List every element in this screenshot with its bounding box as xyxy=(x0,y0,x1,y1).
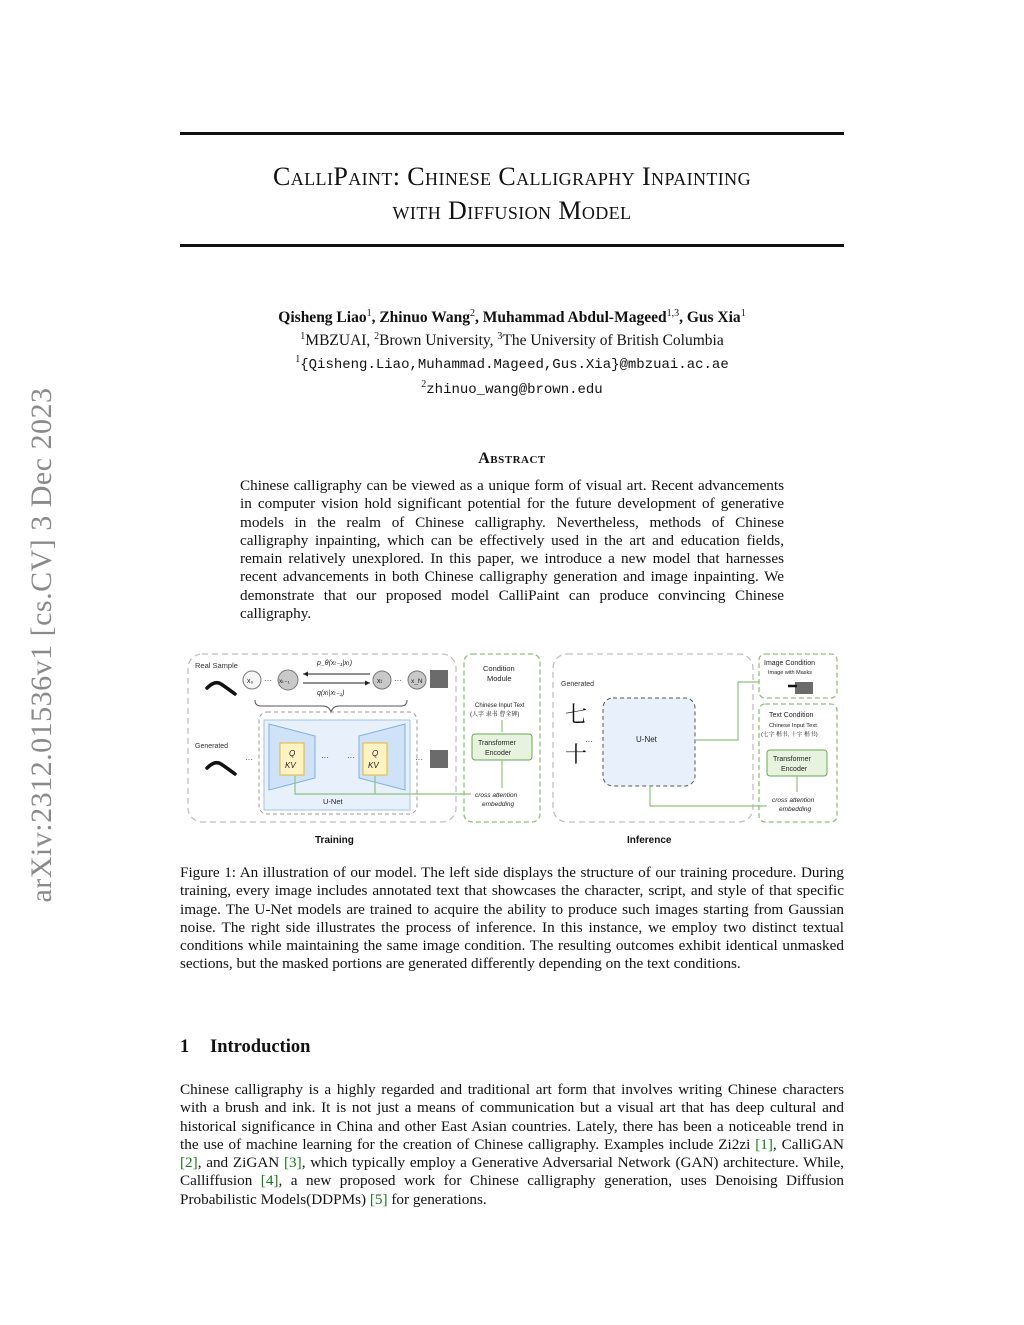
image-condition-label: Image Condition xyxy=(764,660,815,667)
brace xyxy=(255,700,407,712)
generated-char-2: 十 xyxy=(565,742,588,767)
image-with-masks-label: Image with Masks xyxy=(768,670,813,676)
condition-module-label-2: Module xyxy=(487,674,512,683)
text-condition-arrow xyxy=(650,786,767,806)
chinese-input-text-label: Chinese Input Text xyxy=(475,703,525,709)
xt-label: xₜ xyxy=(377,678,383,685)
transformer-label-2: Encoder xyxy=(485,750,512,757)
text-condition-example: (七字 楷书, 十字 楷书) xyxy=(761,732,818,738)
ellipsis: ··· xyxy=(347,753,355,762)
kv-text: KV xyxy=(285,761,296,770)
real-sample-stroke xyxy=(207,683,235,694)
author-name: Muhammad Abdul-Mageed xyxy=(482,309,667,327)
author-name: Qisheng Liao xyxy=(278,309,367,327)
title-bottom-rule xyxy=(180,244,844,247)
affiliation: The University of British Columbia xyxy=(502,332,724,350)
affiliation-sup: 3 xyxy=(497,331,503,343)
inference-label: Inference xyxy=(627,835,672,846)
q-kv-box-right xyxy=(363,743,387,775)
generated-char-1: 七 xyxy=(565,702,588,727)
section-heading xyxy=(180,1037,310,1058)
unet-label: U-Net xyxy=(323,797,343,806)
q-label: q(xₜ|xₜ₋₁) xyxy=(317,690,345,697)
kv-text: KV xyxy=(368,761,379,770)
inference-embedding: embedding xyxy=(779,806,812,813)
text-condition-label: Text Condition xyxy=(769,712,814,719)
email-2[interactable]: zhinuo_wang@brown.edu xyxy=(426,382,603,399)
citation-link[interactable]: [2] xyxy=(180,1154,198,1172)
abstract-heading: Abstract xyxy=(478,450,546,467)
author-sup: 1 xyxy=(740,308,746,319)
intro-text: , which typically employ a Generative Adversarial Network (GAN) architecture. While, Calliffusion xyxy=(180,1154,844,1190)
ellipsis: ··· xyxy=(321,753,329,762)
citation-link[interactable]: [5] xyxy=(369,1190,388,1208)
transformer-label-1: Transformer xyxy=(773,756,811,763)
paper-title xyxy=(180,160,844,228)
email-1[interactable]: {Qisheng.Liao,Muhammad.Mageed,Gus.Xia}@mbzuai.ac.ae xyxy=(300,357,729,374)
inference-generated-label: Generated xyxy=(561,681,595,688)
title-line-2: with Diffusion Model xyxy=(392,196,632,225)
author-name: Gus Xia xyxy=(686,309,741,327)
affiliation-sup: 1 xyxy=(300,331,306,343)
figure-caption: Figure 1: An illustration of our model. The left side displays the structure of our training procedure. During training, every image includes annotated text that showcases the character, script, and style of that specific image. The U-Net models are trained to acquire the ability to produce such images starting from Gaussian noise. The right side illustrates the process of inference. In this instance, we employ two distinct textual conditions while maintaining the same image condition. The resulting outcomes exhibit identical unmasked sections, but the masked portions are generated differently depending on the text conditions. xyxy=(180,864,844,973)
noise-square xyxy=(430,670,448,688)
masked-image xyxy=(795,682,813,694)
noise-square xyxy=(430,750,448,768)
q-text: Q xyxy=(289,749,296,758)
email-line-1 xyxy=(180,350,844,375)
email-sup: 1 xyxy=(295,354,301,366)
transformer-label-2: Encoder xyxy=(781,766,808,773)
forward-arrowhead xyxy=(365,681,370,686)
intro-paragraph xyxy=(180,1081,844,1209)
cross-attention-label: cross attention xyxy=(475,792,518,799)
author-sup: 2 xyxy=(469,308,475,319)
p-label: p_θ(xₜ₋₁|xₜ) xyxy=(317,660,353,667)
image-condition-arrow xyxy=(695,682,759,740)
ellipsis: ··· xyxy=(415,755,423,764)
affiliation-sup: 2 xyxy=(374,331,380,343)
intro-text: , and ZiGAN xyxy=(197,1154,284,1172)
title-line-1: CalliPaint: Chinese Calligraphy Inpainting xyxy=(273,162,751,191)
citation-link[interactable]: [3] xyxy=(283,1154,302,1172)
email-line-2 xyxy=(180,375,844,400)
affiliation: Brown University, xyxy=(379,332,498,350)
affiliation: MBZUAI, xyxy=(305,332,375,350)
affiliations xyxy=(180,327,844,350)
intro-text: Chinese calligraphy is a highly regarded and traditional art form that involves writing Chinese characters with a brush and ink. It is not just a means of communication but a visual art that has deep cultural and historical significance in China and other East Asian countries. Lately, there has been a noticeable trend in the use of machine learning for the creation of Chinese calligraphy. Examples include Zi2zi xyxy=(180,1081,844,1153)
xt1-label: xₜ₋₁ xyxy=(279,678,290,685)
inference-cross-attention: cross attention xyxy=(772,797,815,804)
author-block xyxy=(180,304,844,401)
intro-text: , CalliGAN xyxy=(772,1135,845,1153)
reverse-arrowhead xyxy=(303,672,308,677)
text-condition-input-label: Chinese Input Text xyxy=(769,723,817,729)
section-number: 1 xyxy=(180,1037,190,1057)
x0-label: x₀ xyxy=(247,678,254,685)
q-text: Q xyxy=(372,749,379,758)
intro-text: for generations. xyxy=(387,1190,487,1208)
ellipsis: ··· xyxy=(245,755,253,764)
abstract-text: Chinese calligraphy can be viewed as a unique form of visual art. Recent advancements in computer vision hold significant potential for the future development of generative models in the realm of Chinese calligraphy. Nevertheless, methods of Chinese calligraphy inpainting, which can be effectively used in the art and education fields, remain relatively unexplored. In this paper, we introduce a new model that harnesses recent advancements in both Chinese calligraphy generation and image inpainting. We demonstrate that our proposed model CalliPaint can produce convincing Chinese calligraphy. xyxy=(240,477,784,623)
ellipsis: ··· xyxy=(585,737,593,746)
q-kv-box-left xyxy=(280,743,304,775)
generated-stroke xyxy=(207,763,235,774)
citation-link[interactable]: [4] xyxy=(260,1172,279,1190)
real-sample-label: Real Sample xyxy=(195,661,238,670)
arxiv-stamp: arXiv:2312.01536v1 [cs.CV] 3 Dec 2023 xyxy=(25,387,58,903)
transformer-label-1: Transformer xyxy=(478,740,516,747)
ellipsis: ··· xyxy=(264,676,272,685)
title-top-rule xyxy=(180,132,844,135)
figure-1 xyxy=(185,650,840,850)
section-title: Introduction xyxy=(210,1037,311,1057)
author-names: Qisheng Liao$^1$, Zhinuo Wang$^2$, Muhammad Abdul-Mageed$^{1,3}$, Gus Xia$^1$ xyxy=(278,308,746,327)
input-text-example: (人字 隶书 曹全碑) xyxy=(470,712,520,718)
author-name: Zhinuo Wang xyxy=(379,309,470,327)
email-sup: 2 xyxy=(421,379,427,391)
training-label: Training xyxy=(315,835,354,846)
xn-label: x_N xyxy=(411,678,423,685)
intro-text: , a new proposed work for Chinese calligraphy generation, uses Denoising Diffusion Probabilistic Models(DDPMs) xyxy=(180,1172,844,1208)
citation-link[interactable]: [1] xyxy=(755,1135,773,1153)
author-sup: 1 xyxy=(366,308,372,319)
ellipsis: ··· xyxy=(394,676,402,685)
condition-module-label-1: Condition xyxy=(483,664,515,673)
inference-unet-label: U-Net xyxy=(636,735,657,744)
embedding-label: embedding xyxy=(482,801,515,808)
author-sup: 1,3 xyxy=(666,308,680,319)
generated-label: Generated xyxy=(195,743,229,750)
